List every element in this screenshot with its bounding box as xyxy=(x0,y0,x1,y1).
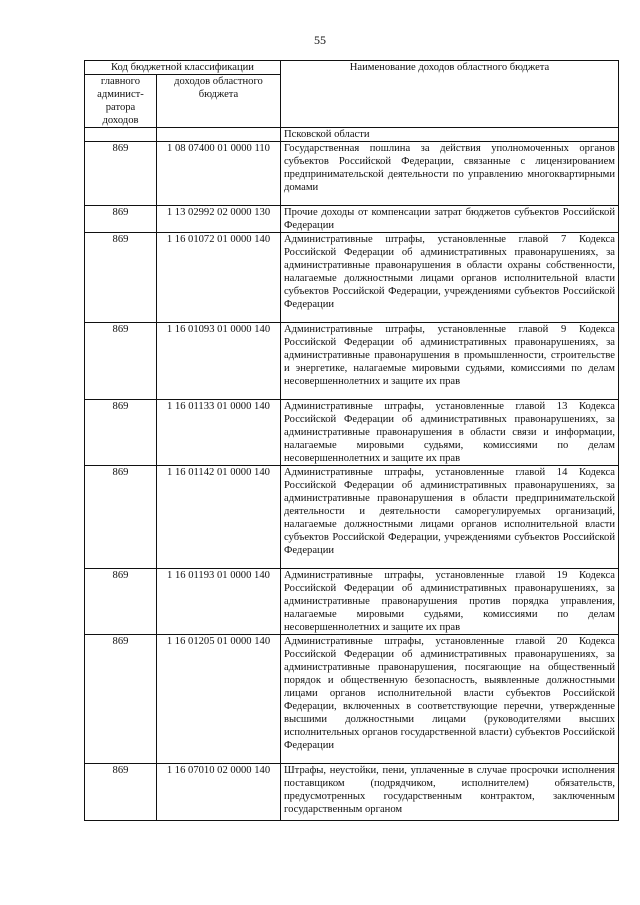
table-row xyxy=(85,400,619,466)
admin-code-cell: 869 xyxy=(85,233,157,323)
table-row xyxy=(85,142,619,206)
budget-classification-table xyxy=(84,60,619,821)
admin-code-cell: 869 xyxy=(85,764,157,821)
income-code-cell: 1 13 02992 02 0000 130 xyxy=(157,206,281,233)
section-empty-cell xyxy=(157,128,281,142)
header-code: доходов областного бюджета xyxy=(157,75,281,128)
section-row xyxy=(85,128,619,142)
income-code-cell: 1 16 01133 01 0000 140 xyxy=(157,400,281,466)
income-name-cell: Административные штрафы, установленные главой 19 Кодекса Российской Федерации об административных правонарушениях, за административные правонарушения против порядка управления, налагаемые мировыми судьями, комиссиями по делам несовершеннолетних и защите их прав xyxy=(281,569,619,635)
income-code-cell: 1 08 07400 01 0000 110 xyxy=(157,142,281,206)
income-name-cell: Штрафы, неустойки, пени, уплаченные в случае просрочки исполнения поставщиком (подрядчиком, исполнителем) обязательств, предусмотренных государственным контрактом, заключенным государственным органом xyxy=(281,764,619,821)
page-number: 55 xyxy=(314,33,326,47)
header-group: Код бюджетной классификации xyxy=(85,61,281,75)
section-empty-cell xyxy=(85,128,157,142)
admin-code-cell: 869 xyxy=(85,635,157,764)
income-name-cell: Административные штрафы, установленные главой 13 Кодекса Российской Федерации об административных правонарушениях, за административные правонарушения в области связи и информации, налагаемые мировыми судьями, комиссиями по делам несовершеннолетних и защите их прав xyxy=(281,400,619,466)
admin-code-cell: 869 xyxy=(85,206,157,233)
table-header-row xyxy=(85,61,619,75)
income-code-cell: 1 16 07010 02 0000 140 xyxy=(157,764,281,821)
income-code-cell: 1 16 01072 01 0000 140 xyxy=(157,233,281,323)
admin-code-cell: 869 xyxy=(85,466,157,569)
table-row xyxy=(85,323,619,400)
table-row xyxy=(85,466,619,569)
table-row xyxy=(85,569,619,635)
income-code-cell: 1 16 01205 01 0000 140 xyxy=(157,635,281,764)
income-name-cell: Административные штрафы, установленные главой 7 Кодекса Российской Федерации об административных правонарушениях, за административные правонарушения в области охраны собственности, налагаемые должностными лицами органов исполнительной власти субъектов Российской Федерации, учреждениями субъектов Российской Федерации xyxy=(281,233,619,323)
admin-code-cell: 869 xyxy=(85,400,157,466)
admin-code-cell: 869 xyxy=(85,142,157,206)
header-admin: главного админист-ратора доходов xyxy=(85,75,157,128)
table-row xyxy=(85,764,619,821)
income-name-cell: Государственная пошлина за действия уполномоченных органов субъектов Российской Федерации, связанные с лицензированием предпринимательской деятельности по управлению многоквартирными домами xyxy=(281,142,619,206)
income-name-cell: Административные штрафы, установленные главой 9 Кодекса Российской Федерации об административных правонарушениях, за административные правонарушения в промышленности, строительстве и энергетике, налагаемые мировыми судьями, комиссиями по делам несовершеннолетних и защите их прав xyxy=(281,323,619,400)
admin-code-cell: 869 xyxy=(85,323,157,400)
table-row xyxy=(85,233,619,323)
header-name: Наименование доходов областного бюджета xyxy=(281,61,619,128)
table-row xyxy=(85,206,619,233)
section-title: Псковской области xyxy=(281,128,619,142)
income-name-cell: Прочие доходы от компенсации затрат бюджетов субъектов Российской Федерации xyxy=(281,206,619,233)
income-name-cell: Административные штрафы, установленные главой 14 Кодекса Российской Федерации об административных правонарушениях, за административные правонарушения в области предпринимательской деятельности и деятельности саморегулируемых организаций, налагаемые должностными лицами органов исполнительной власти субъектов Российской Федерации, учреждениями субъектов Российской Федерации xyxy=(281,466,619,569)
income-code-cell: 1 16 01093 01 0000 140 xyxy=(157,323,281,400)
income-code-cell: 1 16 01142 01 0000 140 xyxy=(157,466,281,569)
admin-code-cell: 869 xyxy=(85,569,157,635)
income-code-cell: 1 16 01193 01 0000 140 xyxy=(157,569,281,635)
table-row xyxy=(85,635,619,764)
income-name-cell: Административные штрафы, установленные главой 20 Кодекса Российской Федерации об административных правонарушениях, за административные правонарушения, посягающие на общественный порядок и общественную безопасность, выявленные должностными лицами органов исполнительной власти субъектов Российской Федерации, включенных в соответствующие перечни, утвержденные высшими должностными лицами (руководителями высших исполнительных органов государственной власти) субъектов Российской Федерации xyxy=(281,635,619,764)
